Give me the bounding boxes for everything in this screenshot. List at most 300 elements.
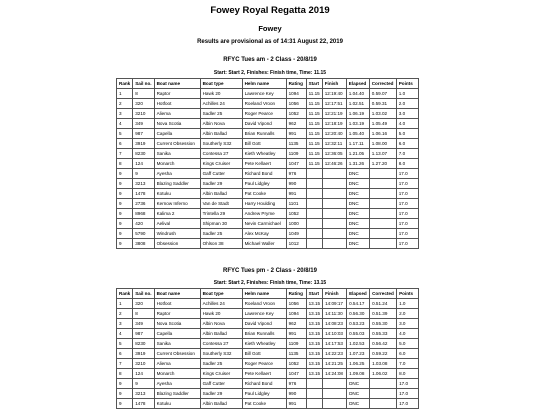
column-header: Rank bbox=[117, 79, 133, 89]
table-cell: Pat Cooke bbox=[242, 399, 286, 409]
table-cell: 6.0 bbox=[397, 349, 419, 359]
column-header: Elapsed bbox=[347, 289, 370, 299]
table-cell: 976 bbox=[286, 169, 306, 179]
table-cell: 7.0 bbox=[396, 149, 418, 159]
table-cell: Roeland Vroon bbox=[242, 99, 286, 109]
table-cell: 0.53.23 bbox=[347, 319, 370, 329]
table-cell: 17.0 bbox=[396, 229, 418, 239]
table-cell: 976 bbox=[286, 379, 306, 389]
table-cell: 990 bbox=[286, 179, 306, 189]
table-cell: 1.17.11 bbox=[346, 139, 369, 149]
table-row bbox=[117, 389, 419, 399]
table-cell bbox=[306, 219, 322, 229]
table-cell: Capella bbox=[154, 329, 200, 339]
table-cell: 991 bbox=[286, 329, 306, 339]
table-cell: Albin Ballad bbox=[200, 399, 242, 409]
table-cell: 0.56.42 bbox=[370, 339, 397, 349]
table-cell: Albin Ballad bbox=[200, 189, 242, 199]
table-cell: 7 bbox=[117, 149, 133, 159]
table-cell: Albin Nova bbox=[200, 319, 242, 329]
table-cell bbox=[322, 239, 346, 249]
table-cell: 4.0 bbox=[396, 119, 418, 129]
table-cell: 3.0 bbox=[397, 319, 419, 329]
table-cell: 1.02.51 bbox=[346, 99, 369, 109]
table-cell: Harry Houlding bbox=[242, 199, 286, 209]
table-cell: Richard Bond bbox=[242, 379, 286, 389]
table-cell: 7 bbox=[117, 359, 133, 369]
table-cell: 1.31.26 bbox=[346, 159, 369, 169]
table-cell: 2.0 bbox=[396, 99, 418, 109]
table-cell: Kieth Wheatley bbox=[242, 149, 286, 159]
table-cell: 17.0 bbox=[396, 199, 418, 209]
table-cell: 1000 bbox=[286, 219, 306, 229]
table-cell: 7.0 bbox=[397, 359, 419, 369]
results-table-am bbox=[116, 78, 419, 249]
table-cell: 987 bbox=[133, 129, 154, 139]
table-cell: Sadler 29 bbox=[200, 389, 242, 399]
table-cell: 6 bbox=[117, 139, 133, 149]
table-cell: 3 bbox=[117, 319, 133, 329]
table-cell: 11.15 bbox=[306, 129, 322, 139]
table-cell: Roger Pearce bbox=[242, 359, 286, 369]
table-cell: 3 bbox=[117, 109, 133, 119]
table-cell: Nova Scotia bbox=[154, 319, 200, 329]
table-cell: Kernow Inferno bbox=[154, 199, 200, 209]
table-cell: 5.0 bbox=[397, 339, 419, 349]
table-cell: 14:11:30 bbox=[323, 309, 347, 319]
table-cell bbox=[306, 169, 322, 179]
table-cell: Richard Bond bbox=[242, 169, 286, 179]
table-cell: Aliema bbox=[154, 109, 200, 119]
page-title: Fowey Royal Regatta 2019 bbox=[210, 5, 330, 16]
table-cell: Capella bbox=[154, 129, 200, 139]
table-cell: 13.15 bbox=[306, 309, 323, 319]
table-row bbox=[117, 149, 419, 159]
table-cell: Sadler 25 bbox=[200, 229, 242, 239]
table-cell: 1 bbox=[117, 299, 133, 309]
table-cell: Roger Pearce bbox=[242, 109, 286, 119]
table-cell: DNC bbox=[346, 239, 369, 249]
table-cell: Bill Gott bbox=[242, 139, 286, 149]
table-cell: 124 bbox=[133, 159, 154, 169]
table-cell: Nevin Carmichael bbox=[242, 219, 286, 229]
table-cell: 1.06.02 bbox=[370, 369, 397, 379]
table-cell bbox=[370, 399, 397, 409]
table-cell: Kotuku bbox=[154, 399, 200, 409]
table-cell: 349 bbox=[133, 319, 154, 329]
table-cell: 17.0 bbox=[396, 169, 418, 179]
table-cell: DNC bbox=[347, 379, 370, 389]
column-header: Boat type bbox=[200, 79, 242, 89]
table-cell: 1135 bbox=[286, 349, 306, 359]
table-row bbox=[117, 399, 419, 409]
table-cell: 1.13.07 bbox=[369, 149, 396, 159]
column-header: Sail no. bbox=[133, 79, 154, 89]
table-cell: 14:24:08 bbox=[323, 369, 347, 379]
table-cell: 1.08.00 bbox=[369, 139, 396, 149]
table-cell: DNC bbox=[346, 229, 369, 239]
table-cell: Albin Ballad bbox=[200, 329, 242, 339]
table-row bbox=[117, 379, 419, 389]
table-cell: Kotuku bbox=[154, 189, 200, 199]
table-cell: Current Obsession bbox=[154, 349, 200, 359]
table-cell: 1.0 bbox=[396, 89, 418, 99]
table-cell: 4.0 bbox=[397, 329, 419, 339]
table-cell bbox=[369, 179, 396, 189]
table-cell: 9 bbox=[133, 169, 154, 179]
table-cell bbox=[306, 239, 322, 249]
column-header: Finish bbox=[322, 79, 346, 89]
table-cell: 1.06.16 bbox=[369, 129, 396, 139]
table-cell: Sadler 25 bbox=[200, 109, 242, 119]
table-row bbox=[117, 339, 419, 349]
table-cell: 124 bbox=[133, 369, 154, 379]
table-header-row bbox=[117, 289, 419, 299]
table-cell: Blazing Saddler bbox=[154, 179, 200, 189]
column-header: Elapsed bbox=[346, 79, 369, 89]
table-cell: 349 bbox=[133, 119, 154, 129]
table-row bbox=[117, 99, 419, 109]
table-cell: 987 bbox=[133, 329, 154, 339]
table-cell: 1056 bbox=[286, 99, 306, 109]
table-cell: 1.09.08 bbox=[347, 369, 370, 379]
table-cell: David Vipond bbox=[242, 319, 286, 329]
table-cell: Michael Waller bbox=[242, 239, 286, 249]
table-cell: Gaff Cutter bbox=[200, 379, 242, 389]
table-cell: 5790 bbox=[133, 229, 154, 239]
table-cell: 9 bbox=[133, 379, 154, 389]
table-cell bbox=[322, 199, 346, 209]
table-row bbox=[117, 179, 419, 189]
table-cell: Sanika bbox=[154, 339, 200, 349]
column-header: Helm name bbox=[242, 289, 286, 299]
table-cell: Aelival bbox=[154, 219, 200, 229]
table-cell: 3808 bbox=[133, 239, 154, 249]
table-cell: Aliema bbox=[154, 359, 200, 369]
table-cell: 0.59.07 bbox=[369, 89, 396, 99]
table-cell: Achilles 24 bbox=[200, 99, 242, 109]
table-cell: Ohlson 38 bbox=[200, 239, 242, 249]
table-cell: 1.04.40 bbox=[346, 89, 369, 99]
table-cell bbox=[322, 179, 346, 189]
table-row bbox=[117, 359, 419, 369]
table-cell: 9 bbox=[117, 389, 133, 399]
column-header: Corrected bbox=[370, 289, 397, 299]
table-cell: 12:21:19 bbox=[322, 109, 346, 119]
table-cell bbox=[306, 399, 323, 409]
table-cell: 2736 bbox=[133, 199, 154, 209]
table-cell: Kieth Wheatley bbox=[242, 339, 286, 349]
table-cell: 13.15 bbox=[306, 339, 323, 349]
table-cell: 13.15 bbox=[306, 319, 323, 329]
table-cell: 17.0 bbox=[397, 389, 419, 399]
table-cell: 991 bbox=[286, 189, 306, 199]
table-cell: 9 bbox=[117, 199, 133, 209]
table-cell: 11.15 bbox=[306, 119, 322, 129]
table-cell bbox=[306, 389, 323, 399]
table-cell: Obsession bbox=[154, 239, 200, 249]
table-cell: 13.15 bbox=[306, 369, 323, 379]
table-cell: 2 bbox=[117, 309, 133, 319]
table-cell: Ayesha bbox=[154, 379, 200, 389]
table-cell: Sadler 29 bbox=[200, 179, 242, 189]
table-cell: 11.15 bbox=[306, 89, 322, 99]
table-cell bbox=[306, 209, 322, 219]
table-cell: 17.0 bbox=[396, 219, 418, 229]
table-cell: 3919 bbox=[133, 139, 154, 149]
table-cell: Pat Cooke bbox=[242, 189, 286, 199]
table-cell: 1478 bbox=[133, 189, 154, 199]
table-cell: Brian Runnalls bbox=[242, 129, 286, 139]
table-cell: 17.0 bbox=[396, 179, 418, 189]
table-cell: David Vipond bbox=[242, 119, 286, 129]
results-table-pm bbox=[116, 288, 419, 409]
table-cell: 17.0 bbox=[397, 379, 419, 389]
table-cell: 1109 bbox=[286, 149, 306, 159]
table-cell: DNC bbox=[347, 399, 370, 409]
table-row bbox=[117, 129, 419, 139]
table-cell: 3919 bbox=[133, 349, 154, 359]
column-header: Start bbox=[306, 289, 323, 299]
table-row bbox=[117, 309, 419, 319]
table-cell: 2.0 bbox=[397, 309, 419, 319]
table-cell: 991 bbox=[286, 129, 306, 139]
venue-subtitle: Fowey bbox=[258, 24, 282, 33]
column-header: Boat name bbox=[154, 79, 200, 89]
table-cell: 3.0 bbox=[396, 109, 418, 119]
table-cell: 3210 bbox=[133, 109, 154, 119]
table-cell: 17.0 bbox=[396, 189, 418, 199]
table-cell: 1049 bbox=[286, 229, 306, 239]
table-cell: 14:09:17 bbox=[323, 299, 347, 309]
table-cell: 17.0 bbox=[396, 209, 418, 219]
table-cell: 17.0 bbox=[397, 399, 419, 409]
table-cell: Hotfoot bbox=[154, 299, 200, 309]
table-cell: Raptor bbox=[154, 309, 200, 319]
table-cell: 0.51.24 bbox=[370, 299, 397, 309]
table-cell: 14:22:23 bbox=[323, 349, 347, 359]
table-cell: Bill Gott bbox=[242, 349, 286, 359]
table-cell: 0.54.17 bbox=[347, 299, 370, 309]
table-cell: 0.55.03 bbox=[347, 329, 370, 339]
column-header: Rank bbox=[117, 289, 133, 299]
table-cell bbox=[306, 199, 322, 209]
table-cell: 1.03.19 bbox=[346, 119, 369, 129]
table-cell: Raptor bbox=[154, 89, 200, 99]
table-cell: 1052 bbox=[286, 209, 306, 219]
table-cell: 8968 bbox=[133, 209, 154, 219]
table-cell: 17.0 bbox=[396, 239, 418, 249]
table-row bbox=[117, 329, 419, 339]
table-cell: DNC bbox=[346, 169, 369, 179]
table-cell: 13.15 bbox=[306, 359, 323, 369]
table-cell: 9 bbox=[117, 399, 133, 409]
table-cell bbox=[369, 209, 396, 219]
table-cell: 420 bbox=[133, 219, 154, 229]
table-cell: Shipman 30 bbox=[200, 219, 242, 229]
column-header: Boat type bbox=[200, 289, 242, 299]
table-cell bbox=[322, 219, 346, 229]
table-cell bbox=[369, 239, 396, 249]
table-cell: 8 bbox=[133, 309, 154, 319]
table-row bbox=[117, 89, 419, 99]
table-cell: 0.51.39 bbox=[370, 309, 397, 319]
table-cell bbox=[306, 179, 322, 189]
table-cell: 1094 bbox=[286, 89, 306, 99]
table-cell: DNC bbox=[346, 219, 369, 229]
table-cell bbox=[322, 169, 346, 179]
section-start-info: Start: Start 2, Finishes: Finish time, Time: 11.15 bbox=[213, 70, 327, 76]
table-cell: 0.56.30 bbox=[347, 309, 370, 319]
table-cell: 5.0 bbox=[396, 129, 418, 139]
table-cell: Windrush bbox=[154, 229, 200, 239]
table-cell: 8230 bbox=[133, 149, 154, 159]
table-cell: Blazing Saddler bbox=[154, 389, 200, 399]
table-cell: 4 bbox=[117, 329, 133, 339]
table-cell: DNC bbox=[346, 199, 369, 209]
table-cell: 8 bbox=[117, 369, 133, 379]
table-cell bbox=[370, 379, 397, 389]
table-row bbox=[117, 109, 419, 119]
table-cell: 0.55.30 bbox=[370, 319, 397, 329]
table-cell bbox=[322, 229, 346, 239]
table-cell: Albin Nova bbox=[200, 119, 242, 129]
table-cell: 14:08:23 bbox=[323, 319, 347, 329]
column-header: Corrected bbox=[369, 79, 396, 89]
table-cell: 1.27.20 bbox=[369, 159, 396, 169]
table-row bbox=[117, 189, 419, 199]
table-cell: 1047 bbox=[286, 369, 306, 379]
table-cell: 3213 bbox=[133, 179, 154, 189]
table-cell: Albin Ballad bbox=[200, 129, 242, 139]
table-cell: 12:20:40 bbox=[322, 129, 346, 139]
table-cell: 12:36:05 bbox=[322, 149, 346, 159]
table-cell bbox=[306, 379, 323, 389]
table-cell: Paul Lidgley bbox=[242, 179, 286, 189]
table-cell: Gaff Cutter bbox=[200, 169, 242, 179]
table-row bbox=[117, 169, 419, 179]
table-cell: Contessa 27 bbox=[200, 339, 242, 349]
table-cell: Southerly S32 bbox=[200, 349, 242, 359]
table-header-row bbox=[117, 79, 419, 89]
table-cell: 9 bbox=[117, 209, 133, 219]
table-cell: 13.15 bbox=[306, 349, 323, 359]
table-cell: Current Obsession bbox=[154, 139, 200, 149]
table-cell: Southerly S32 bbox=[200, 139, 242, 149]
table-cell: 11.15 bbox=[306, 149, 322, 159]
table-cell: 1.05.49 bbox=[369, 119, 396, 129]
table-cell: Hotfoot bbox=[154, 99, 200, 109]
table-row bbox=[117, 239, 419, 249]
table-cell: 0.55.33 bbox=[370, 329, 397, 339]
table-cell: 1.07.23 bbox=[347, 349, 370, 359]
table-cell bbox=[369, 199, 396, 209]
column-header: Points bbox=[397, 289, 419, 299]
column-header: Rating bbox=[286, 289, 306, 299]
table-cell: 991 bbox=[286, 399, 306, 409]
table-cell: 1101 bbox=[286, 199, 306, 209]
provisional-notice: Results are provisional as of 14:31 August 22, 2019 bbox=[197, 39, 343, 45]
table-cell: 11.15 bbox=[306, 159, 322, 169]
table-cell: 1.02.53 bbox=[347, 339, 370, 349]
column-header: Finish bbox=[323, 289, 347, 299]
table-row bbox=[117, 159, 419, 169]
table-cell: Hawk 20 bbox=[200, 309, 242, 319]
table-cell bbox=[306, 189, 322, 199]
table-cell: DNC bbox=[347, 389, 370, 399]
table-cell: Trintella 29 bbox=[200, 209, 242, 219]
table-cell: 320 bbox=[133, 99, 154, 109]
table-cell: 1052 bbox=[286, 359, 306, 369]
column-header: Boat name bbox=[154, 289, 200, 299]
table-cell bbox=[369, 189, 396, 199]
table-cell: 12:18:19 bbox=[322, 119, 346, 129]
table-cell bbox=[322, 189, 346, 199]
table-cell: 5 bbox=[117, 129, 133, 139]
column-header: Start bbox=[306, 79, 322, 89]
table-cell: 11.15 bbox=[306, 109, 322, 119]
table-cell: 5 bbox=[117, 339, 133, 349]
table-cell: 1.05.40 bbox=[346, 129, 369, 139]
table-cell: 3213 bbox=[133, 389, 154, 399]
table-cell: 9 bbox=[117, 229, 133, 239]
table-cell: DNC bbox=[346, 209, 369, 219]
table-cell: 6 bbox=[117, 349, 133, 359]
table-cell: 1.06.19 bbox=[346, 109, 369, 119]
column-header: Helm name bbox=[242, 79, 286, 89]
table-cell: 1 bbox=[117, 89, 133, 99]
table-cell: Monarch bbox=[154, 369, 200, 379]
table-cell: Sanika bbox=[154, 149, 200, 159]
table-cell: 1056 bbox=[286, 299, 306, 309]
table-cell: 1.06.25 bbox=[347, 359, 370, 369]
table-cell: 4 bbox=[117, 119, 133, 129]
table-cell: 14:10:03 bbox=[323, 329, 347, 339]
table-cell: Andrew Pryme bbox=[242, 209, 286, 219]
table-cell: Contessa 27 bbox=[200, 149, 242, 159]
table-cell: Achilles 24 bbox=[200, 299, 242, 309]
table-cell: 1052 bbox=[286, 109, 306, 119]
table-cell: 12:17:51 bbox=[322, 99, 346, 109]
table-cell: 9 bbox=[117, 239, 133, 249]
table-cell: 0.59.31 bbox=[369, 99, 396, 109]
table-cell: 8.0 bbox=[397, 369, 419, 379]
table-cell: 13.15 bbox=[306, 299, 323, 309]
table-cell: Nova Scotia bbox=[154, 119, 200, 129]
table-cell: 14:17:53 bbox=[323, 339, 347, 349]
table-cell: Alex McKay bbox=[242, 229, 286, 239]
column-header: Points bbox=[396, 79, 418, 89]
table-cell bbox=[306, 229, 322, 239]
table-cell: Lawrence Key bbox=[242, 309, 286, 319]
table-row bbox=[117, 229, 419, 239]
table-cell: 8.0 bbox=[396, 159, 418, 169]
column-header: Sail no. bbox=[133, 289, 154, 299]
table-cell bbox=[322, 209, 346, 219]
table-cell: 962 bbox=[286, 119, 306, 129]
table-cell: 13.15 bbox=[306, 329, 323, 339]
table-cell: 0.59.22 bbox=[370, 349, 397, 359]
table-cell bbox=[369, 169, 396, 179]
table-cell: 1135 bbox=[286, 139, 306, 149]
table-cell: 1047 bbox=[286, 159, 306, 169]
table-cell: 14:21:25 bbox=[323, 359, 347, 369]
table-row bbox=[117, 319, 419, 329]
table-cell: 1109 bbox=[286, 339, 306, 349]
table-cell: 1.03.08 bbox=[370, 359, 397, 369]
table-row bbox=[117, 209, 419, 219]
table-row bbox=[117, 369, 419, 379]
